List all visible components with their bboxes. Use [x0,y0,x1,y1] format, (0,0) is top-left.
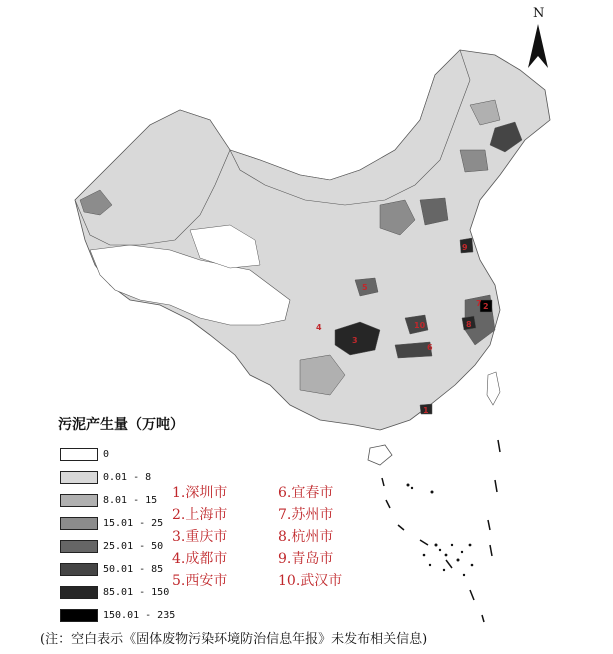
marker-4: 4 [316,323,322,332]
north-arrow-icon [518,6,558,72]
legend-item [60,443,175,466]
legend-swatch [60,586,98,599]
city-item: 6.宜春市 [278,485,334,501]
legend-item [60,604,175,627]
legend-swatch [60,471,98,484]
city-item: 7.苏州市 [278,507,334,523]
city-item: 10.武汉市 [278,573,343,589]
city-item: 1.深圳市 [172,485,228,501]
marker-7: 7 [476,299,482,308]
city-item: 8.杭州市 [278,529,334,545]
city-item: 4.成都市 [172,551,228,567]
taiwan [487,372,500,405]
legend-label: 50.01 - 85 [103,564,164,575]
marker-9: 9 [462,243,468,252]
north-label: N [533,6,545,21]
marker-2: 2 [483,302,489,311]
legend-label: 8.01 - 15 [103,495,158,506]
legend-title: 污泥产生量（万吨） [58,417,184,433]
legend-swatch [60,494,98,507]
legend-item [60,466,175,489]
marker-3: 3 [352,336,358,345]
legend-swatch [60,540,98,553]
legend-label: 0.01 - 8 [103,472,152,483]
marker-10: 10 [414,321,426,330]
city-item: 5.西安市 [172,573,228,589]
legend-swatch [60,517,98,530]
legend-swatch [60,563,98,576]
city-item: 2.上海市 [172,507,228,523]
legend-label: 150.01 - 235 [103,610,176,621]
legend-label: 15.01 - 25 [103,518,164,529]
south-sea-islands [407,484,474,577]
legend-swatch [60,609,98,622]
marker-5: 5 [362,283,368,292]
footnote: (注：空白表示《固体废物污染环境防治信息年报》未发布相关信息) [40,632,428,647]
region-hebei [420,198,448,225]
city-item: 9.青岛市 [278,551,334,567]
hainan [368,445,392,465]
legend-item [60,512,175,535]
legend-item [60,489,175,512]
south-sea-dashes [382,440,500,622]
legend-item [60,535,175,558]
marker-1: 1 [423,406,429,415]
city-list [172,482,372,592]
marker-6: 6 [427,343,433,352]
legend-label: 0 [103,449,110,460]
region-ne-mid2 [460,150,488,172]
legend [60,443,175,627]
legend-label: 85.01 - 150 [103,587,170,598]
legend-item [60,581,175,604]
marker-8: 8 [466,320,472,329]
legend-item [60,558,175,581]
city-item: 3.重庆市 [172,529,228,545]
legend-label: 25.01 - 50 [103,541,164,552]
legend-swatch [60,448,98,461]
